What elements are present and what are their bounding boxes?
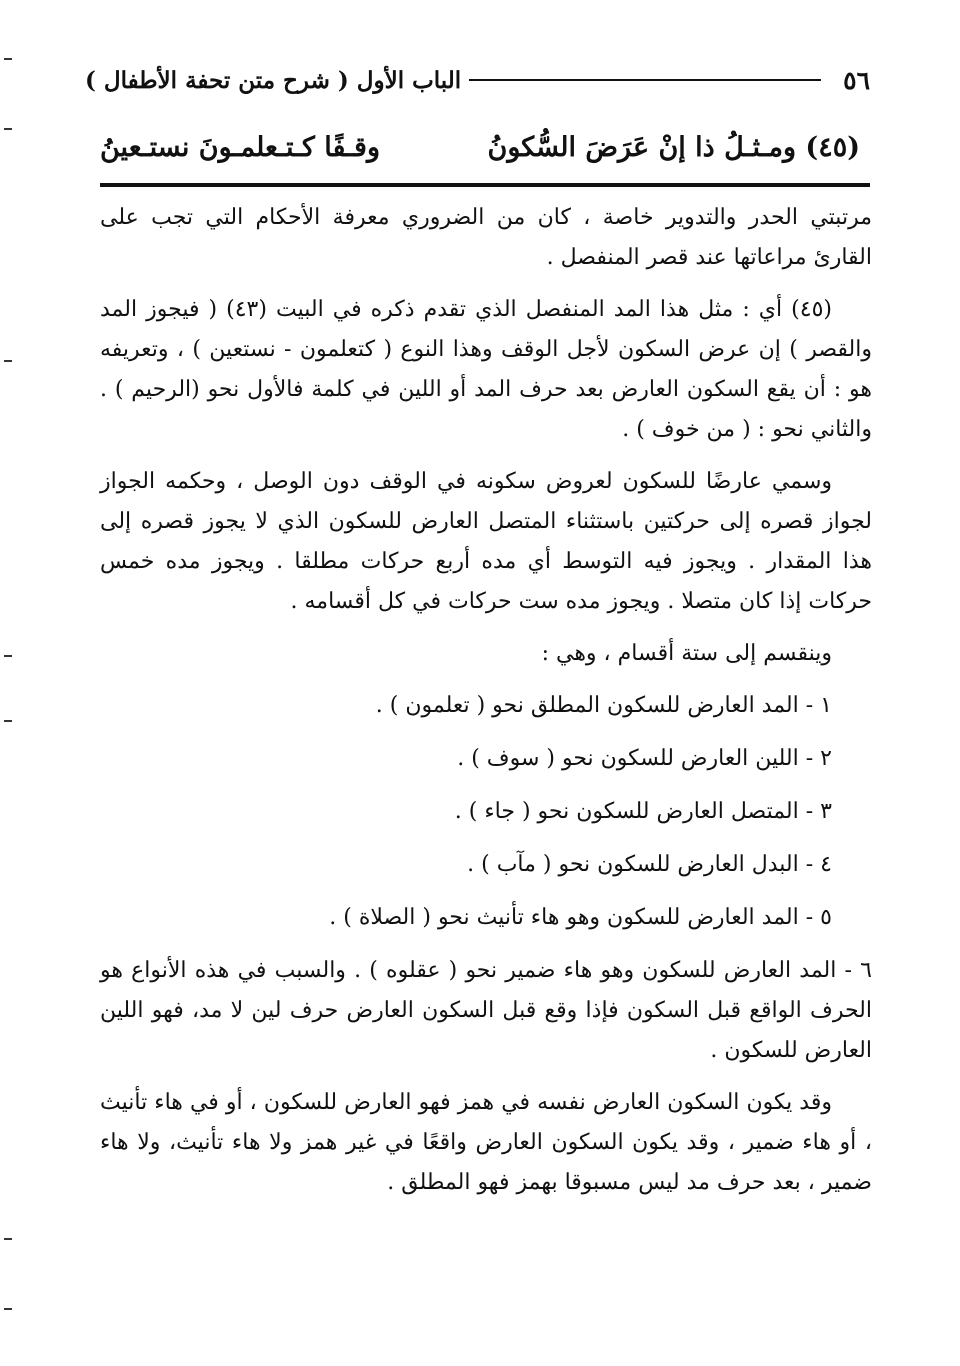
margin-mark xyxy=(4,720,12,722)
paragraph-ruling: وسمي عارضًا للسكون لعروض سكونه في الوقف دون الوصل ، وحكمه الجواز لجواز قصره إلى حركتين باستثناء المتصل العارض للسكون الذي لا يجوز قصره إلى هذا المقدار . ويجوز فيه التوسط أي مده أربع حركات مطلقا . ويجوز مده خمس حركات إذا كان متصلا . ويجوز مده ست حركات في كل أقسامه . xyxy=(100,469,872,614)
paragraph-continuation: مرتبتي الحدر والتدوير خاصة ، كان من الضروري معرفة الأحكام التي تجب على القارئ مراعاتها عند قصر المنفصل . xyxy=(100,205,872,270)
body-text xyxy=(100,198,872,1215)
verse-line xyxy=(100,122,860,172)
page-header xyxy=(85,60,870,100)
verse-second-hemistich: وقـفًا كـتـعلمـونَ نستـعينُ xyxy=(100,131,381,163)
list-item: ١ - المد العارض للسكون المطلق نحو ( تعلمون ) . xyxy=(375,693,832,718)
header-rule xyxy=(469,79,821,81)
list-item: ٣ - المتصل العارض للسكون نحو ( جاء ) . xyxy=(454,799,832,824)
list-item: ٤ - البدل العارض للسكون نحو ( مآب ) . xyxy=(467,852,832,877)
verse-first-hemistich: (٤٥) ومـثـلُ ذا إنْ عَرَضَ السُّكونُ xyxy=(487,131,860,163)
section-divider xyxy=(100,183,870,187)
margin-mark xyxy=(4,1238,12,1240)
paragraph-closing: وقد يكون السكون العارض نفسه في همز فهو العارض للسكون ، أو في هاء تأنيث ، أو هاء ضمير ، وقد يكون السكون العارض واقعًا في غير همز ولا هاء تأنيث، ولا هاء ضمير ، بعد حرف مد ليس مسبوقا بهمز فهو المطلق . xyxy=(100,1090,872,1195)
divisions-list xyxy=(100,686,872,938)
margin-mark xyxy=(4,58,12,60)
paragraph-sixth-division: ٦ - المد العارض للسكون وهو هاء ضمير نحو ( عقلوه ) . والسبب في هذه الأنواع هو الحرف الواقع قبل السكون فإذا وقع قبل السكون العارض حرف لين لا مد، فهو اللين العارض للسكون . xyxy=(100,958,872,1063)
margin-mark xyxy=(4,1308,12,1310)
chapter-title: الباب الأول ( شرح متن تحفة الأطفال ) xyxy=(85,66,462,94)
paragraph-divisions-intro: وينقسم إلى ستة أقسام ، وهي : xyxy=(541,641,832,666)
page-number: ٥٦ xyxy=(843,65,870,95)
paragraph-verse-explanation: (٤٥) أي : مثل هذا المد المنفصل الذي تقدم ذكره في البيت (٤٣) ( فيجوز المد والقصر ) إن عرض السكون لأجل الوقف وهذا النوع ( كتعلمون - نستعين ) ، وتعريفه هو : أن يقع السكون العارض بعد حرف المد أو اللين في كلمة فالأول نحو (الرحيم ) . والثاني نحو : ( من خوف ) . xyxy=(100,297,872,442)
margin-mark xyxy=(4,655,12,657)
margin-mark xyxy=(4,128,12,130)
list-item: ٥ - المد العارض للسكون وهو هاء تأنيث نحو ( الصلاة ) . xyxy=(329,905,832,930)
list-item: ٢ - اللين العارض للسكون نحو ( سوف ) . xyxy=(457,746,832,771)
margin-mark xyxy=(4,360,12,362)
